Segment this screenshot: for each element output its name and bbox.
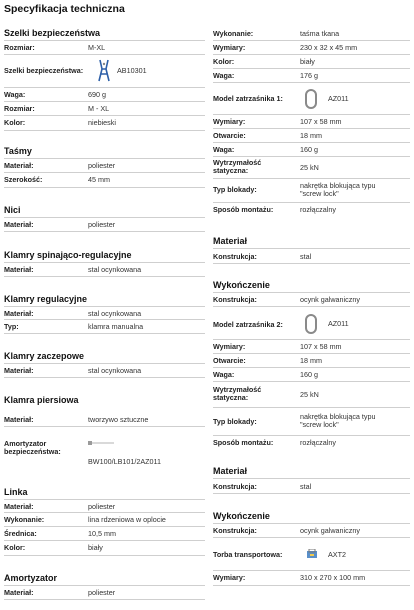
section-title-harness: Szelki bezpieczeństwa [4,28,101,38]
spec-row-shock-absorber: Amortyzator bezpieczeństwa: BW100/LB101/2AZ011 [4,439,161,466]
spec-row-carabiner-1-lock: Typ blokady: nakrętka blokująca typu "screw lock" [213,179,410,203]
page-title: Specyfikacja techniczna [4,3,125,15]
spec-row-straps-width: Szerokość: 45 mm [4,173,205,188]
spec-row-carabiner-2-mount: Sposób montażu: rozłączalny [213,438,336,447]
section-title-material-2: Materiał [213,466,248,476]
spec-row-carabiner-2-weight: Waga: 160 g [213,368,410,382]
spec-row-size-2: Rozmiar: M - XL [4,102,205,116]
spec-row-material-1-construction: Konstrukcja: stal [213,248,410,264]
spec-row-finish-2-construction: Konstrukcja: ocynk galwaniczny [213,523,410,538]
spec-row-carabiner-1-opening: Otwarcie: 18 mm [213,129,410,143]
section-title-adjust-buckles: Klamry spinająco-regulacyjne [4,250,132,260]
spec-row-snap-buckles-material: Materiał: stal ocynkowana [4,363,205,378]
spec-row-adjust-buckles-material: Materiał: stal ocynkowana [4,262,205,277]
carabiner-icon [304,89,318,109]
spec-row-absorber-material: Materiał: poliester [4,585,205,600]
spec-row-transport-bag: Torba transportowa: AXT2 [213,538,410,571]
spec-row-finish-1-construction: Konstrukcja: ocynk galwaniczny [213,292,410,307]
spec-row-carabiner-1-mount: Sposób montażu: rozłączalny [213,205,336,214]
spec-row-reg-buckles-material: Materiał: stal ocynkowana [4,306,205,320]
transport-bag-icon [306,549,318,559]
section-title-straps: Taśmy [4,146,32,156]
spec-row-carabiner-1-model: Model zatrzaśnika 1: AZ011 [213,83,410,115]
spec-row-color: Kolor: biały [213,55,410,69]
spec-row-carabiner-1-dims: Wymiary: 107 x 58 mm [213,115,410,129]
spec-row-reg-buckles-type: Typ: klamra manualna [4,320,205,334]
spec-row-carabiner-2-strength: Wytrzymałość statyczna: 25 kN [213,382,410,408]
spec-row-straps-material: Materiał: poliester [4,158,205,173]
spec-row-harness-model: Szelki bezpieczeństwa: AB10301 [4,55,205,88]
spec-row-carabiner-2-lock: Typ blokady: nakrętka blokująca typu "screw lock" [213,408,410,436]
spec-row-color: Kolor: niebieski [4,116,205,131]
section-title-chest-buckle: Klamra piersiowa [4,395,79,405]
carabiner-icon [304,314,318,334]
section-title-finish-1: Wykończenie [213,280,270,290]
spec-row-chest-buckle-material: Materiał: tworzywo sztuczne [4,413,205,427]
section-title-finish-2: Wykończenie [213,511,270,521]
spec-row-threads-material: Materiał: poliester [4,217,205,232]
section-title-material-1: Materiał [213,236,248,246]
section-title-reg-buckles: Klamry regulacyjne [4,294,88,304]
section-title-threads: Nici [4,205,21,215]
spec-row-rope-color: Kolor: biały [4,541,205,556]
shock-absorber-icon [88,440,114,446]
spec-row-dims: Wymiary: 230 x 32 x 45 mm [213,41,410,55]
spec-row-carabiner-1-strength: Wytrzymałość statyczna: 25 kN [213,157,410,179]
spec-row-weight: Waga: 176 g [213,69,410,83]
section-title-snap-buckles: Klamry zaczepowe [4,351,85,361]
spec-row-carabiner-2-dims: Wymiary: 107 x 58 mm [213,340,410,354]
spec-row-carabiner-1-weight: Waga: 160 g [213,143,410,157]
spec-row-carabiner-2-model: Model zatrzaśnika 2: AZ011 [213,307,410,340]
section-title-rope: Linka [4,487,28,497]
spec-row-rope-diameter: Średnica: 10,5 mm [4,527,205,541]
spec-row-rope-material: Materiał: poliester [4,499,205,513]
spec-row-carabiner-2-opening: Otwarcie: 18 mm [213,354,410,368]
spec-row-rope-make: Wykonanie: lina rdzeniowa w oplocie [4,513,205,527]
spec-row-bag-dims: Wymiary: 310 x 270 x 100 mm [213,571,410,586]
section-title-absorber: Amortyzator [4,573,58,583]
harness-icon [96,59,112,83]
spec-row-material-2-construction: Konstrukcja: stal [213,478,410,494]
spec-row-weight: Waga: 690 g [4,88,205,102]
spec-row-size: Rozmiar: M-XL [4,40,205,55]
spec-row-make: Wykonanie: taśma tkana [213,27,410,41]
